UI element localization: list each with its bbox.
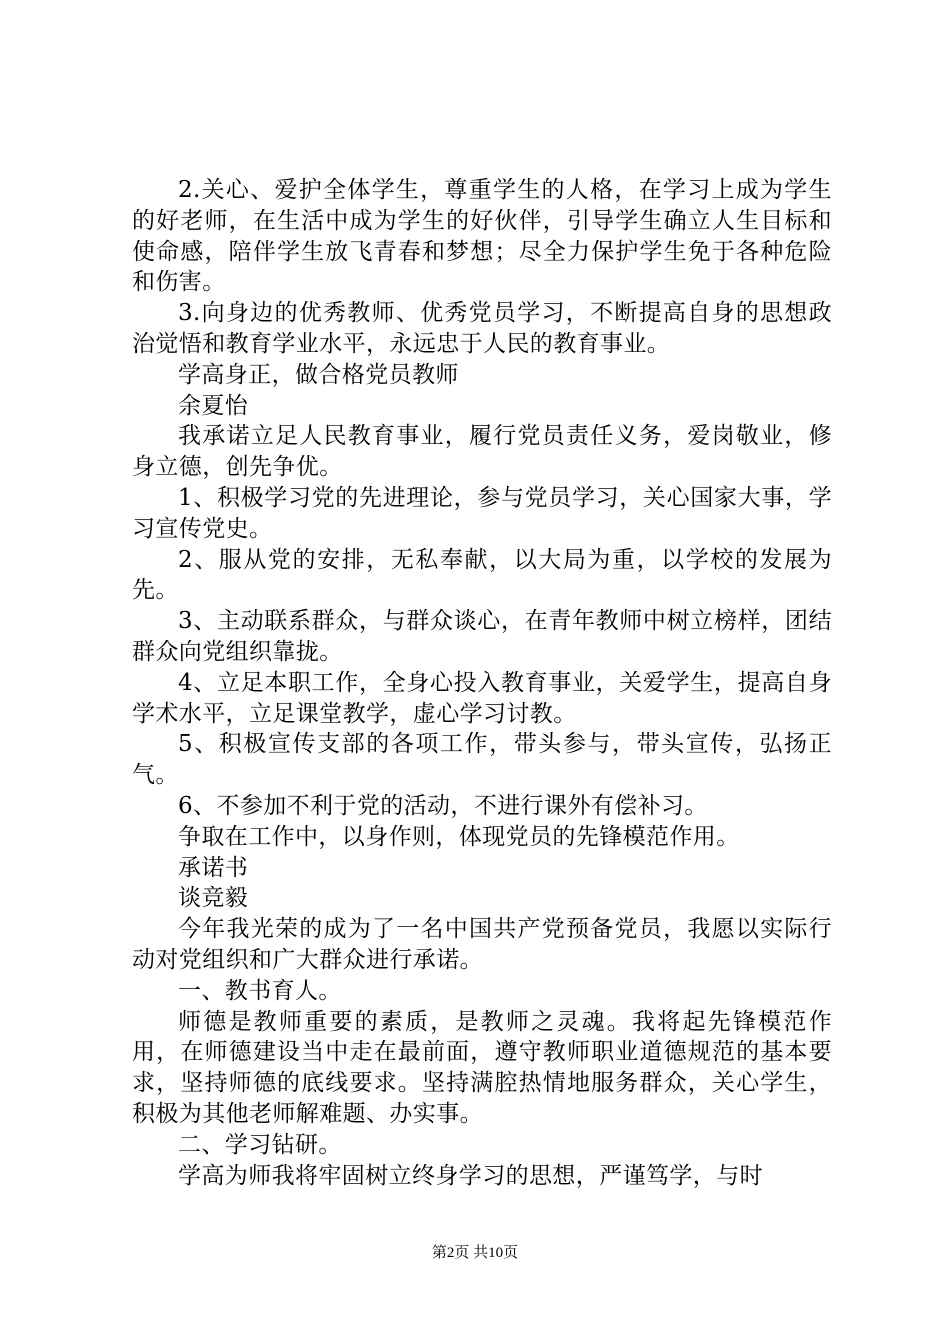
document-body <box>132 175 832 1191</box>
section-title: 承诺书 <box>178 854 249 881</box>
paragraph: 我承诺立足人民教育事业，履行党员责任义务，爱岗敬业，修身立德，创先争优。 <box>132 423 832 481</box>
paragraph: 3.向身边的优秀教师、优秀党员学习，不断提高自身的思想政治觉悟和教育学业水平，永远忠于人民的教育事业。 <box>132 300 832 357</box>
section-heading: 一、教书育人。 <box>178 977 342 1004</box>
list-item: 1、积极学习党的先进理论，参与党员学习，关心国家大事，学习宣传党史。 <box>132 484 832 542</box>
paragraph: 学高为师我将牢固树立终身学习的思想，严谨笃学，与时 <box>178 1162 763 1189</box>
list-item: 2、服从党的安排，无私奉献，以大局为重，以学校的发展为先。 <box>132 546 832 604</box>
section-title: 学高身正，做合格党员教师 <box>178 361 459 388</box>
list-item: 6、不参加不利于党的活动，不进行课外有偿补习。 <box>178 792 708 819</box>
page-number-footer: 第2页 共10页 <box>431 1245 519 1261</box>
paragraph: 2.关心、爱护全体学生，尊重学生的人格，在学习上成为学生的好老师，在生活中成为学生的好伙伴，引导学生确立人生目标和使命感，陪伴学生放飞青春和梦想；尽全力保护学生免于各种危险和伤害。 <box>132 177 832 296</box>
list-item: 3、主动联系群众，与群众谈心，在青年教师中树立榜样，团结群众向党组织靠拢。 <box>132 608 832 665</box>
author-name: 谈竞毅 <box>178 885 249 912</box>
paragraph: 今年我光荣的成为了一名中国共产党预备党员，我愿以实际行动对党组织和广大群众进行承诺。 <box>132 916 832 973</box>
list-item: 5、积极宣传支部的各项工作，带头参与，带头宣传，弘扬正气。 <box>132 731 832 789</box>
list-item: 4、立足本职工作，全身心投入教育事业，关爱学生，提高自身学术水平，立足课堂教学，虚心学习讨教。 <box>132 669 832 727</box>
section-heading: 二、学习钻研。 <box>178 1131 342 1158</box>
author-name: 余夏怡 <box>178 392 249 419</box>
paragraph: 争取在工作中，以身作则，体现党员的先锋模范作用。 <box>178 823 740 850</box>
paragraph: 师德是教师重要的素质，是教师之灵魂。我将起先锋模范作用，在师德建设当中走在最前面，遵守教师职业道德规范的基本要求，坚持师德的底线要求。坚持满腔热情地服务群众，关心学生，积极为其他老师解难题、办实事。 <box>132 1008 832 1127</box>
